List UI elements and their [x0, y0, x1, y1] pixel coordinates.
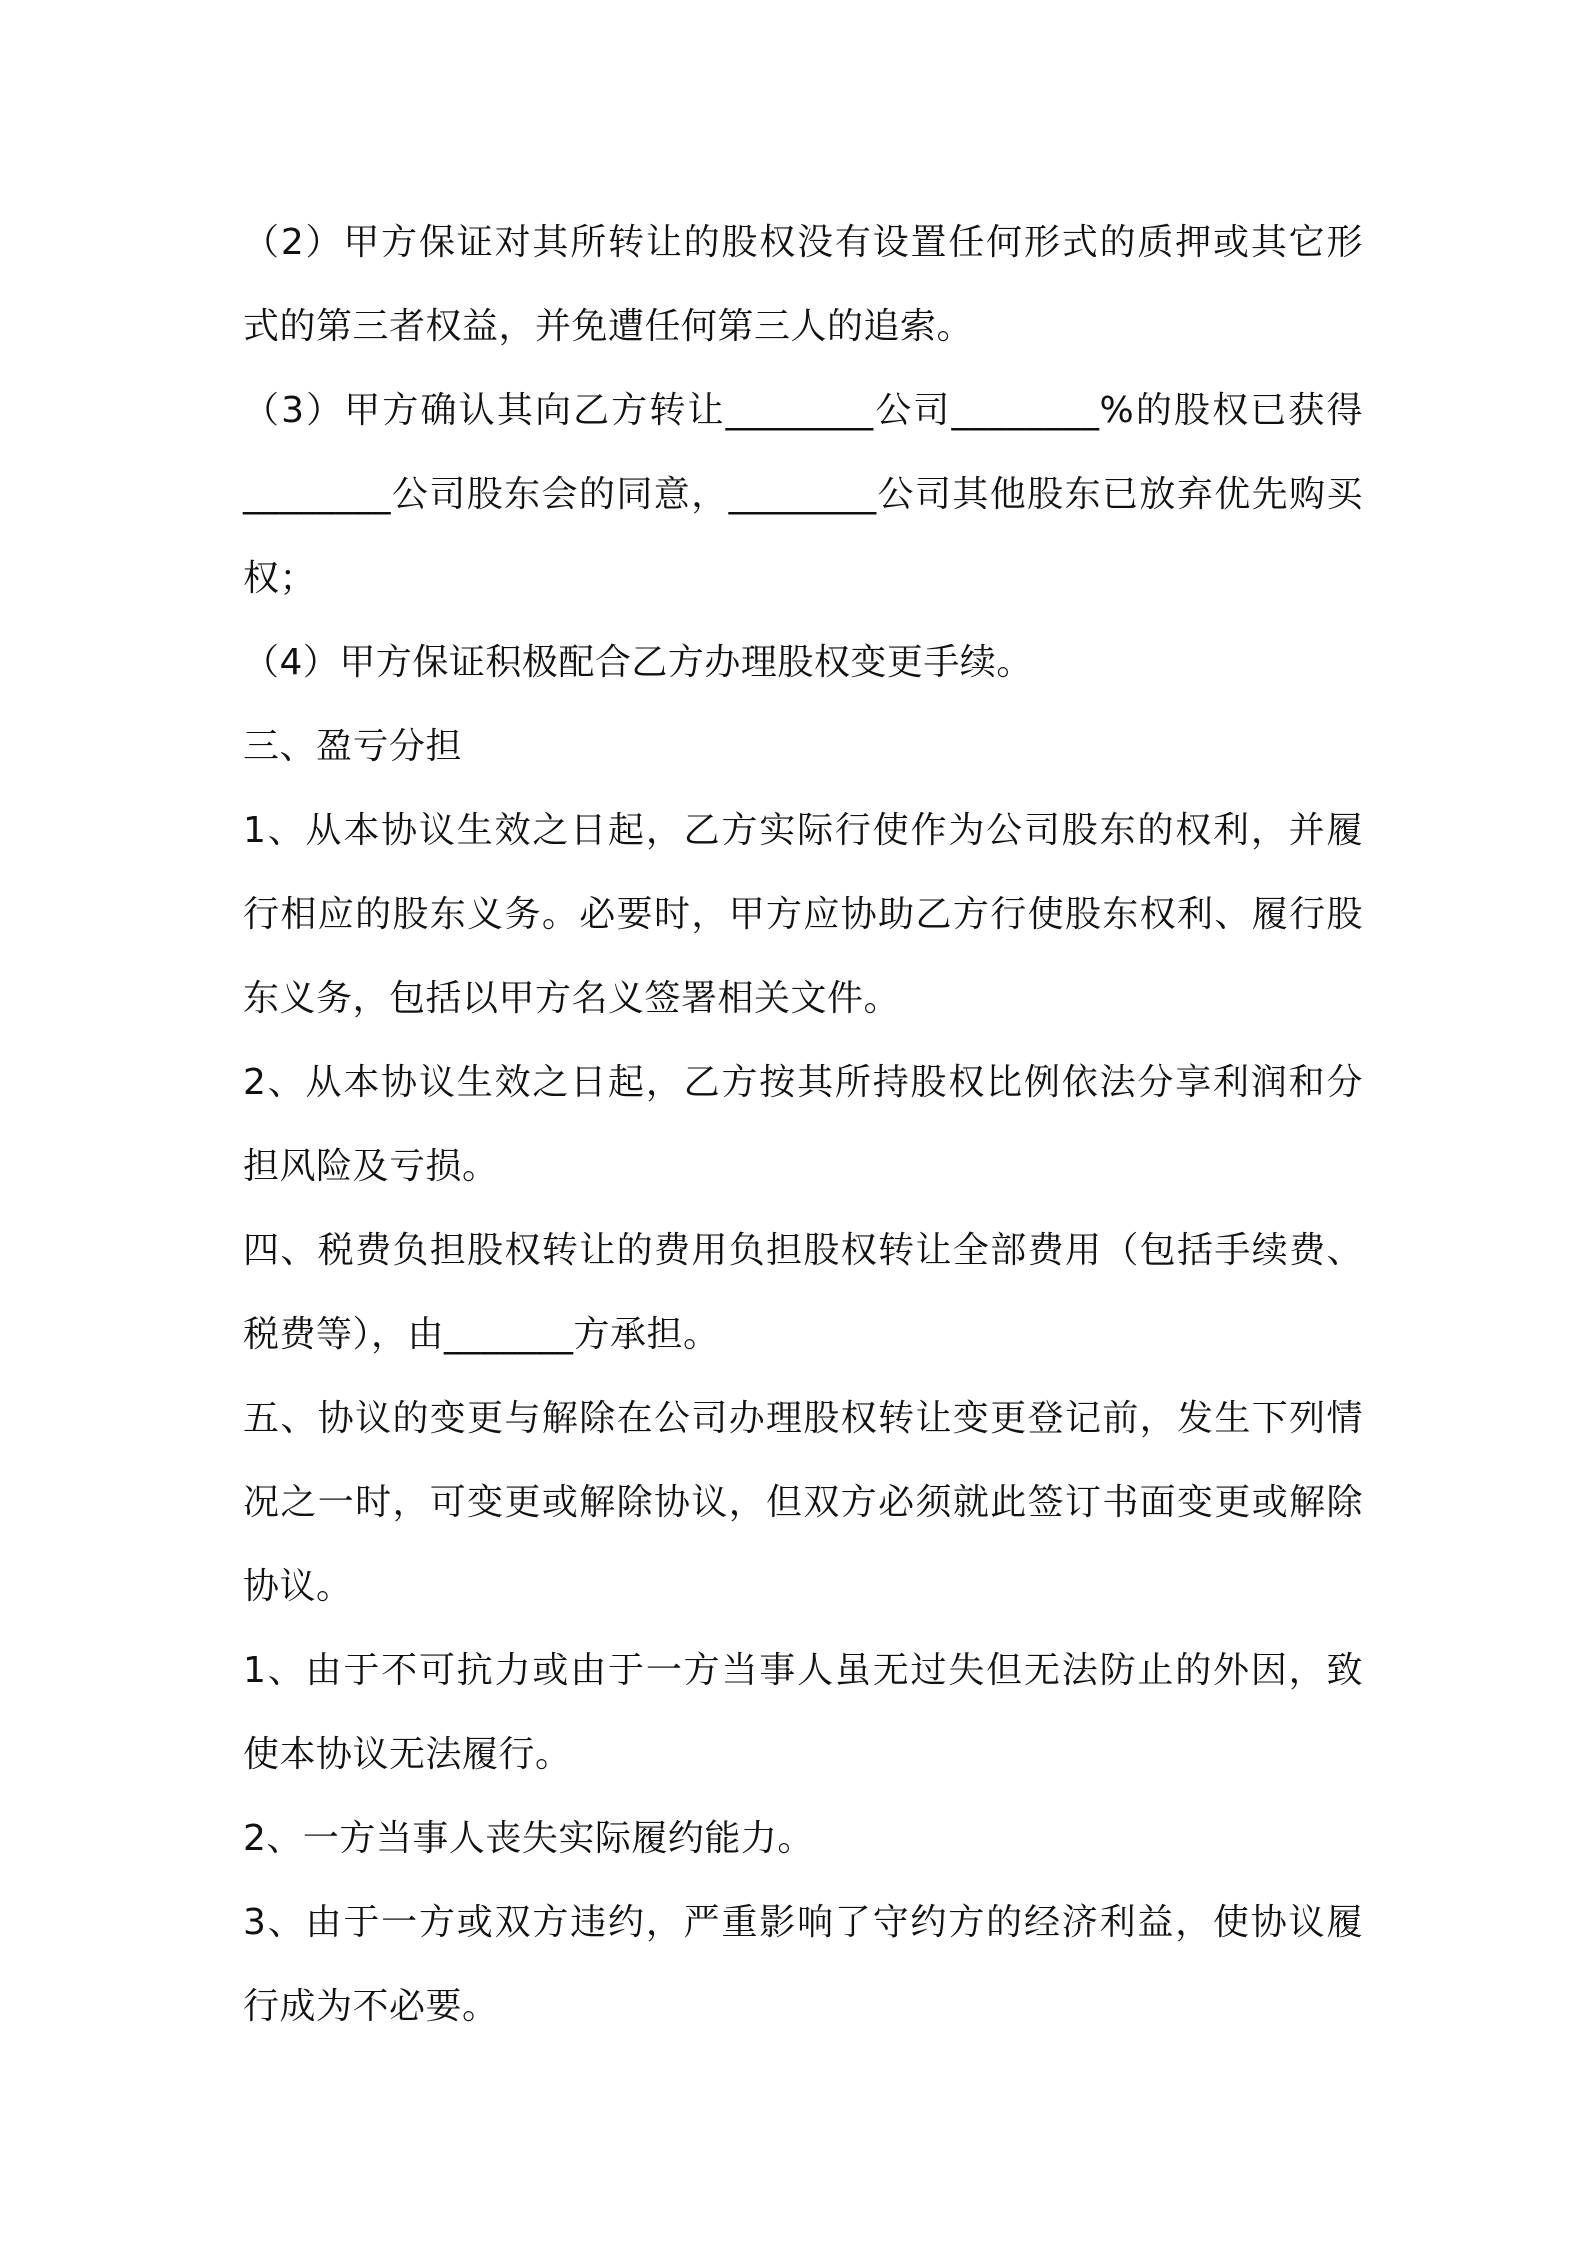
- text-line: 2、从本协议生效之日起，乙方按其所持股权比例依法分享利润和分: [243, 1062, 1363, 1103]
- text-line: 协议。: [243, 1566, 353, 1607]
- text-line: 式的第三者权益，并免遭任何第三人的追索。: [243, 306, 974, 347]
- text-line: （2）甲方保证对其所转让的股权没有设置任何形式的质押或其它形: [243, 222, 1363, 263]
- section-heading: 四、税费负担股权转让的费用负担股权转让全部费用（包括手续费、: [243, 1230, 1363, 1271]
- text-line: ________公司股东会的同意，________公司其他股东已放弃优先购买: [243, 474, 1363, 515]
- text-line: 1、由于不可抗力或由于一方当事人虽无过失但无法防止的外因，致: [243, 1650, 1363, 1691]
- text-line: 1、从本协议生效之日起，乙方实际行使作为公司股东的权利，并履: [243, 810, 1363, 851]
- text-line: 税费等），由_______方承担。: [243, 1314, 720, 1355]
- text-line: 东义务，包括以甲方名义签署相关文件。: [243, 978, 901, 1019]
- text-line: 3、由于一方或双方违约，严重影响了守约方的经济利益，使协议履: [243, 1902, 1363, 1943]
- text-line: 况之一时，可变更或解除协议，但双方必须就此签订书面变更或解除: [243, 1482, 1363, 1523]
- text-line: 权；: [243, 558, 317, 599]
- text-line: 行成为不必要。: [243, 1986, 499, 2027]
- text-line: 行相应的股东义务。必要时，甲方应协助乙方行使股东权利、履行股: [243, 894, 1363, 935]
- document-body: [243, 201, 1363, 2049]
- text-line: （3）甲方确认其向乙方转让________公司________%的股权已获得: [243, 390, 1363, 431]
- text-line: 使本协议无法履行。: [243, 1734, 572, 1775]
- text-line: （4）甲方保证积极配合乙方办理股权变更手续。: [243, 642, 1033, 683]
- section-heading: 五、协议的变更与解除在公司办理股权转让变更登记前，发生下列情: [243, 1398, 1363, 1439]
- section-heading: 三、盈亏分担: [243, 726, 463, 767]
- text-line: 担风险及亏损。: [243, 1146, 499, 1187]
- text-line: 2、一方当事人丧失实际履约能力。: [243, 1818, 814, 1859]
